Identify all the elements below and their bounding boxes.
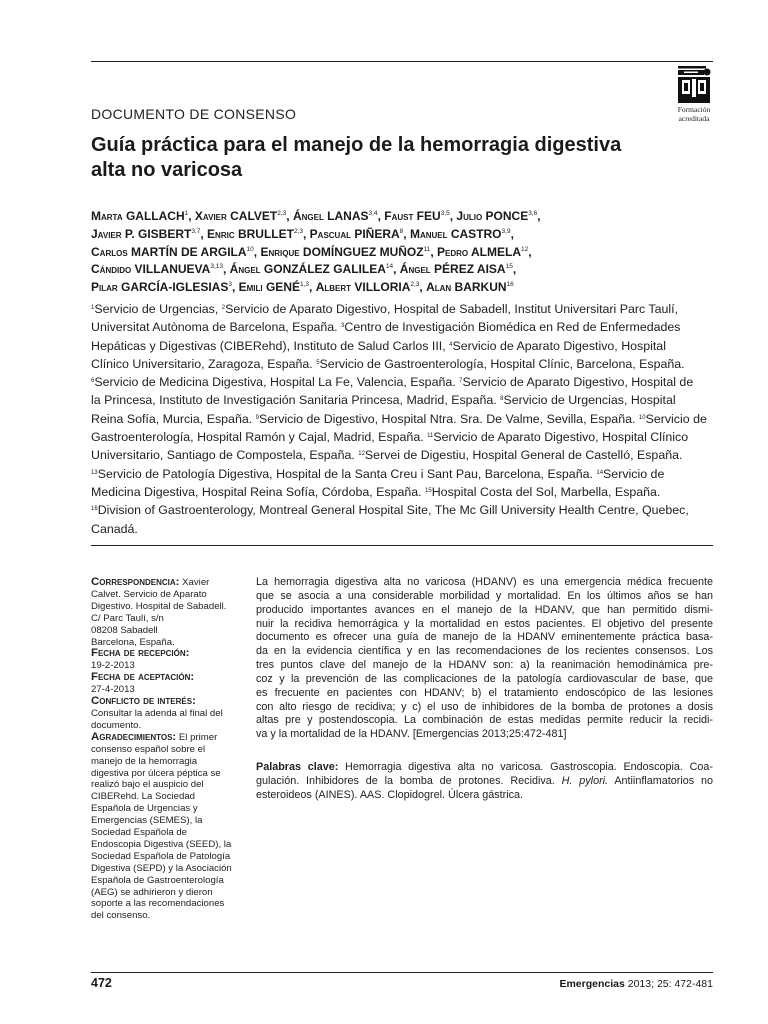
sidebar-line (91, 815, 246, 827)
footer-rule (91, 972, 713, 973)
affiliation-text: Gastroenterología, Hospital Ramón y Cajal, Madrid, España. (91, 430, 428, 445)
sidebar-line (91, 613, 246, 625)
separator: , (510, 226, 514, 241)
affiliation-line (91, 337, 713, 355)
affiliation-line (91, 446, 713, 464)
sidebar-line (91, 839, 246, 851)
author-name: Emili GENÉ (238, 280, 300, 295)
sidebar-line (91, 732, 246, 744)
keywords (256, 761, 713, 803)
title-line: Guía práctica para el manejo de la hemorragia digestiva (91, 134, 622, 156)
affiliation-text: Servicio de Aparato Digestivo, Hospital de (462, 375, 694, 390)
author-name: Enric BRULLET (207, 226, 294, 241)
separator: , (449, 209, 457, 223)
section-label: DOCUMENTO DE CONSENSO (91, 106, 297, 122)
sidebar-text: Calvet. Servicio de Aparato (91, 588, 207, 600)
abstract-line: documento es ofrecer una guía de manejo de la HDANV eminentemente práctica basa- (256, 631, 713, 644)
separator: , (512, 262, 517, 277)
affiliation-number: 3 (341, 323, 345, 330)
author-line (91, 208, 713, 226)
sidebar-text: (AEG) se adhirieron y dieron (91, 886, 213, 898)
author-name: Carlos MARTÍN DE ARGILA (91, 244, 247, 259)
sidebar-line (91, 791, 246, 803)
affiliation-ref: 3 (228, 281, 232, 289)
top-rule (91, 61, 713, 62)
author-name: Ángel GONZÁLEZ GALILEA (229, 262, 386, 277)
sidebar-line (91, 577, 246, 589)
affiliation-number: 8 (500, 396, 504, 403)
sidebar-line (91, 708, 246, 720)
sidebar-line (91, 756, 246, 768)
author-name: Marta GALLACH (91, 209, 185, 223)
affiliation-line (91, 355, 713, 373)
affiliation-ref: 11 (423, 245, 431, 253)
sidebar-label: Correspondencia: (91, 576, 180, 588)
sidebar-text: Sociedad Española de (91, 827, 188, 839)
sidebar-line (91, 601, 246, 613)
author-name: Ángel PÉREZ AISA (399, 262, 506, 277)
sidebar-text: Endoscopia Digestiva (SEED), la (91, 838, 232, 850)
sidebar-text: realizó bajo el auspicio del (91, 779, 204, 791)
affiliation-line (91, 465, 713, 483)
sidebar-line (91, 827, 246, 839)
keywords-line (256, 775, 713, 789)
abstract-line: da en la evidencia científica y en las recomendaciones de los recientes consensos. Los (256, 645, 713, 658)
affiliation-number: 10 (638, 414, 646, 421)
affiliation-ref: 2,3 (410, 281, 420, 289)
sidebar-line (91, 625, 246, 637)
sidebar-label: Conflicto de interés: (91, 695, 196, 708)
sidebar-text: CIBERehd. La Sociedad (91, 791, 195, 803)
separator: , (309, 280, 316, 295)
sidebar-line (91, 875, 246, 887)
affiliation-ref: 14 (385, 263, 394, 271)
sidebar-line (91, 898, 246, 910)
separator: , (188, 209, 195, 223)
affiliation-line (91, 300, 713, 318)
affiliation-text: Servicio de Aparato Digestivo, Hospital (452, 338, 666, 353)
affiliation-line (91, 318, 713, 336)
author-name: Ángel LANAS (292, 209, 369, 223)
sidebar-text: Española de Urgencias y (91, 803, 198, 815)
affiliation-text: Hospital Costa del Sol, Marbella, España. (431, 484, 661, 499)
sidebar-label: Fecha de recepción: (91, 647, 190, 660)
affiliation-text: Servei de Digestiu, Hospital General de Castelló, España. (364, 448, 683, 463)
affiliation-text: Servicio de Urgencias, Hospital (503, 393, 676, 408)
sidebar-line (91, 696, 246, 708)
abstract-line: va y la mortalidad de la HDANV. [Emergencias 2013;25:472-481] (256, 728, 567, 741)
sidebar-text: soporte a las recomendaciones (91, 898, 225, 910)
accreditation-logo (673, 66, 715, 123)
affiliation-number: 9 (255, 414, 259, 421)
sidebar-text: Barcelona, España. (91, 636, 175, 648)
sidebar-line (91, 589, 246, 601)
affiliation-line (91, 520, 713, 538)
sidebar-text: C/ Parc Taulí, s/n (91, 612, 164, 624)
sidebar-text: digestiva por úlcera péptica se (91, 767, 221, 779)
sidebar-text: Xavier (179, 577, 210, 588)
author-name: Julio PONCE (456, 209, 529, 223)
author-line (91, 226, 713, 244)
sidebar-line (91, 648, 246, 660)
affiliation-text: Universitario, Santiago de Compostela, España. (91, 448, 359, 463)
sidebar-text: Digestiva (SEPD) y la Asociación (91, 862, 232, 874)
author-line (91, 261, 713, 279)
affiliation-text: Servicio de (603, 466, 665, 481)
separator: , (223, 262, 230, 277)
affiliation-text: Servicio de Gastroenterología, Hospital Clínic, Barcelona, España. (319, 356, 685, 371)
affiliation-line (91, 410, 713, 428)
separator: , (377, 209, 385, 223)
affiliation-text: Universitat Autònoma de Barcelona, España. (91, 320, 342, 335)
sidebar-text: 27-4-2013 (91, 684, 135, 696)
sidebar-text: del consenso. (91, 910, 151, 922)
separator: , (302, 226, 310, 241)
separator: , (403, 226, 410, 241)
abstract (256, 576, 713, 742)
keywords-line (256, 761, 713, 775)
sidebar-label: Agradecimientos: (91, 730, 177, 743)
sidebar-text: manejo de la hemorragia (91, 755, 198, 767)
affiliation-ref: 2,3 (277, 210, 287, 217)
author-name: Pascual PIÑERA (309, 226, 400, 241)
affiliation-text: Servicio de Digestivo, Hospital Ntra. Sra. De Valme, Sevilla, España. (258, 411, 639, 426)
affiliation-text: Servicio de Aparato Digestivo, Hospital Clínico (433, 430, 689, 445)
affiliation-ref: 3,4 (368, 210, 378, 217)
affiliation-line (91, 428, 713, 446)
separator: , (537, 209, 541, 223)
affiliation-ref: 3,6 (528, 210, 538, 217)
affiliation-text: Clínico Universitario, Zaragoza, España. (91, 356, 317, 371)
abstract-line: producido importantes avances en el manejo de la HDANV, que han permitido dismi- (256, 603, 713, 616)
logo-caption-line2: acreditada (678, 113, 710, 123)
abstract-line: La hemorragia digestiva alta no varicosa (HDANV) es una emergencia médica frecuente (256, 576, 713, 588)
affiliation-text: la Princesa, Instituto de Investigación Sanitaria Princesa, Madrid, España. (91, 393, 501, 408)
citation-details: 2013; 25: 472-481 (624, 978, 713, 990)
author-line (91, 279, 713, 297)
logo-caption-line1: Formación (677, 105, 711, 114)
affiliation-line (91, 501, 713, 519)
separator: , (253, 244, 261, 259)
separator: , (393, 262, 400, 277)
sidebar-text: documento. (91, 719, 142, 731)
affiliation-text: Medicina Digestiva, Hospital Reina Sofía, Córdoba, España. (91, 484, 426, 499)
author-name: Albert VILLORIA (315, 280, 411, 295)
sidebar-text: El primer (176, 731, 218, 743)
separator: , (419, 280, 427, 295)
author-name: Alan BARKUN (426, 280, 507, 295)
affiliation-ref: 3,5 (440, 210, 450, 217)
affiliation-text: Servicio de Urgencias, (94, 302, 222, 316)
affiliation-number: 13 (91, 469, 98, 476)
affiliation-ref: 3,7 (191, 227, 201, 235)
affiliation-number: 6 (91, 378, 95, 385)
author-name: Manuel CASTRO (409, 226, 502, 241)
affiliation-text: Hepáticas y Digestivas (CIBERehd), Instituto de Salud Carlos III, (91, 338, 450, 353)
affiliation-text: Servicio de Patología Digestiva, Hospital de la Santa Creu i Sant Pau, Barcelona, España. (97, 466, 597, 481)
sidebar-line (91, 851, 246, 863)
separator: , (200, 226, 208, 241)
keywords-text: gulación. Inhibidores de la bomba de protones. Recidiva. (256, 774, 562, 787)
sidebar-label: Fecha de aceptación: (91, 671, 195, 684)
sidebar-line (91, 672, 246, 684)
affiliation-list (91, 300, 713, 538)
author-name: Pedro ALMELA (436, 244, 521, 259)
sidebar-text: 08208 Sabadell (91, 624, 158, 636)
affiliation-number: 1 (91, 305, 95, 311)
affiliation-text: Servicio de Aparato Digestivo, Hospital de Sabadell, Institut Universitari Parc Taulí, (225, 302, 679, 316)
separator: , (231, 280, 239, 295)
author-name: Enrique DOMÍNGUEZ MUÑOZ (260, 244, 424, 259)
abstract-line: es frecuente en pacientes con HDANV; b) el tratamiento endoscópico de las lesiones (256, 686, 713, 699)
article-title (91, 133, 691, 183)
title-line: alta no varicosa (91, 159, 243, 181)
sidebar-line (91, 887, 246, 899)
author-name: Cándido VILLANUEVA (91, 262, 211, 277)
author-name: Xavier CALVET (194, 209, 278, 223)
author-name: Faust FEU (384, 209, 441, 223)
sidebar-text: Emergencias (SEMES), la (91, 815, 203, 827)
affiliation-ref: 12 (520, 245, 529, 253)
keywords-text: Hemorragia digestiva alta no varicosa. Gastroscopia. Endoscopia. Coa- (338, 761, 714, 773)
author-name: Javier P. GISBERT (91, 226, 192, 241)
affiliation-text: Reina Sofía, Murcia, España. (91, 411, 256, 426)
abstract-line: altas pre y postendoscopia. La combinación de estas medidas permite reducir la recidi- (256, 714, 713, 727)
affiliation-number: 16 (91, 506, 98, 513)
affiliation-ref: 10 (246, 245, 254, 253)
sidebar-line (91, 910, 246, 922)
keywords-text: Antiinflamatorios no (608, 774, 713, 787)
affiliation-number: 2 (221, 305, 226, 311)
separator: , (286, 209, 293, 223)
affiliation-ref: 2,3 (293, 227, 303, 235)
sidebar-line (91, 779, 246, 791)
sidebar-text: Digestivo. Hospital de Sabadell. (91, 600, 227, 612)
affiliation-ref: 16 (506, 281, 514, 289)
keywords-label: Palabras clave: (256, 761, 339, 773)
affiliation-line (91, 373, 713, 391)
affiliation-line (91, 483, 713, 501)
keywords-line: esteroideos (AINES). AAS. Clopidogrel. Úlcera gástrica. (256, 788, 524, 801)
sidebar-text: Sociedad Española de Patología (91, 850, 231, 862)
affiliation-number: 7 (459, 378, 463, 385)
separator: , (528, 244, 532, 259)
separator: , (430, 244, 437, 259)
sidebar-line (91, 863, 246, 875)
affiliation-number: 4 (449, 341, 453, 348)
accreditation-seal-icon (675, 66, 713, 106)
affiliation-text: Centro de Investigación Biomédica en Red de Enfermedades (344, 320, 681, 335)
affiliation-text: Division of Gastroenterology, Montreal General Hospital Site, The Mc Gill University Health Centre, Quebec, (97, 503, 689, 518)
journal-citation (559, 978, 713, 990)
affiliation-ref: 3,13 (210, 263, 223, 271)
journal-name: Emergencias (559, 978, 625, 990)
affiliation-text: Canadá. (91, 521, 138, 536)
affiliation-text: Servicio de Medicina Digestiva, Hospital La Fe, Valencia, España. (94, 375, 460, 390)
affiliation-ref: 3,9 (501, 227, 511, 235)
abstract-line: que se asocia a una considerable morbilidad y mortalidad. En los últimos años se han (256, 589, 713, 602)
keywords-italic: H. pylori. (561, 774, 609, 787)
page-number: 472 (91, 976, 112, 990)
affiliation-number: 11 (427, 433, 434, 440)
sidebar-text: consenso español sobre el (91, 743, 206, 755)
affiliation-ref: 1 (184, 210, 189, 217)
affiliation-number: 5 (316, 359, 320, 366)
affiliation-number: 14 (596, 469, 604, 476)
sidebar-text: Consultar la adenda al final del (91, 707, 223, 719)
affiliation-text: Servicio de (645, 411, 707, 426)
affiliation-ref: 1,3 (299, 281, 310, 289)
affiliation-number: 15 (425, 487, 432, 494)
section-divider (91, 545, 713, 546)
affiliation-line (91, 391, 713, 409)
author-line (91, 244, 713, 262)
abstract-line: coz y la prevención de las complicaciones de la patología cardiovascular de base, que (256, 672, 713, 685)
author-name: Pilar GARCÍA-IGLESIAS (91, 280, 229, 295)
abstract-line: nuir la recidiva hemorrágica y la mortalidad en estos pacientes. El objetivo del presente (256, 617, 713, 630)
author-list (91, 208, 713, 297)
abstract-line: tres puntos clave del manejo de la HDANV son: a) la reanimación hemodinámica pre- (256, 659, 713, 672)
sidebar-line (91, 744, 246, 756)
sidebar-line (91, 803, 246, 815)
article-info-sidebar (91, 577, 246, 922)
sidebar-text: 19-2-2013 (91, 660, 135, 672)
affiliation-ref: 15 (505, 263, 513, 271)
sidebar-text: Española de Gastroenterología (91, 874, 224, 886)
sidebar-line (91, 768, 246, 780)
affiliation-ref: 8 (399, 227, 404, 235)
affiliation-number: 12 (358, 451, 365, 458)
abstract-line: con alto riesgo de recidiva; y c) el uso de inhibidores de la bomba de protones a dosis (256, 700, 713, 713)
